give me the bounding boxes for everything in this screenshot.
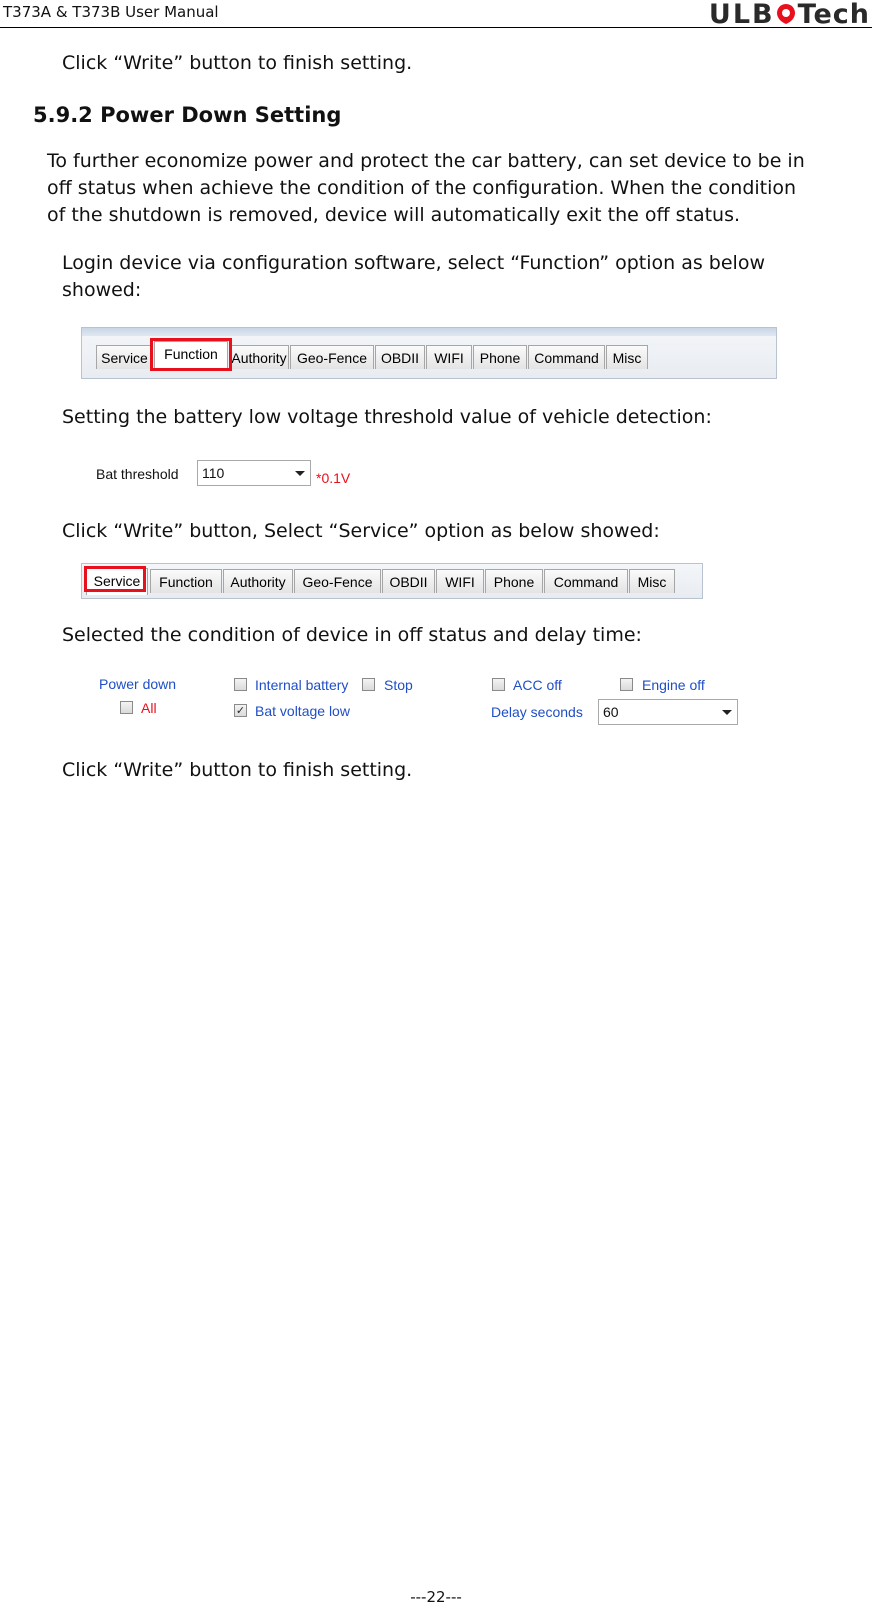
page-number: ---22--- [410,1588,462,1606]
delay-seconds-value: 60 [603,704,619,720]
login-line-1: Login device via configuration software, select “Function” option as below [62,252,765,274]
engine-off-checkbox[interactable] [620,678,633,691]
section-heading: 5.9.2 Power Down Setting [33,103,342,127]
all-label: All [141,700,157,716]
threshold-instruction: Setting the battery low voltage threshold value of vehicle detection: [62,406,712,428]
tab-authority[interactable]: Authority [229,345,289,369]
logo-text-right: Tech [797,0,870,30]
write-instruction-bottom: Click “Write” button to finish setting. [62,759,413,781]
chevron-down-icon [722,710,732,715]
bat-threshold-value: 110 [202,465,225,481]
bat-threshold-unit: *0.1V [316,470,351,486]
acc-off-label: ACC off [513,677,562,693]
delay-seconds-select[interactable] [598,699,738,725]
tab-misc[interactable]: Misc [629,569,675,593]
all-checkbox[interactable] [120,701,133,714]
condition-instruction: Selected the condition of device in off status and delay time: [62,624,642,646]
tabbar-titlestrip [82,328,776,336]
internal-battery-checkbox[interactable] [234,678,247,691]
stop-checkbox[interactable] [362,678,375,691]
tabbar-screenshot-service [81,563,703,599]
bat-voltage-low-label: Bat voltage low [255,703,350,719]
acc-off-checkbox[interactable] [492,678,505,691]
logo-drop-icon [776,3,796,25]
select-service-instruction: Click “Write” button, Select “Service” option as below showed: [62,520,660,542]
write-instruction-top: Click “Write” button to finish setting. [62,52,413,74]
tab-function[interactable]: Function [150,569,222,593]
stop-label: Stop [384,677,413,693]
intro-line-2: off status when achieve the condition of the configuration. When the condition [47,177,797,199]
tab-service[interactable]: Service [86,568,148,595]
service-highlight-box [84,566,146,592]
intro-line-3: of the shutdown is removed, device will automatically exit the off status. [47,204,741,226]
document-title: T373A & T373B User Manual [3,3,219,21]
tab-authority[interactable]: Authority [223,569,293,593]
tab-phone[interactable]: Phone [485,569,543,593]
internal-battery-label: Internal battery [255,677,349,693]
tab-function[interactable]: Function [154,341,228,368]
intro-line-1: To further economize power and protect the car battery, can set device to be in [47,150,805,172]
tab-wifi[interactable]: WIFI [426,345,472,369]
engine-off-label: Engine off [642,677,705,693]
function-highlight-box [150,338,232,371]
tab-phone[interactable]: Phone [473,345,527,369]
login-line-2: showed: [62,279,142,301]
chevron-down-icon [295,471,305,476]
tab-geo-fence[interactable]: Geo-Fence [290,345,374,369]
delay-seconds-label: Delay seconds [491,704,583,720]
company-logo [709,0,870,28]
tab-command[interactable]: Command [528,345,605,369]
tab-obdii[interactable]: OBDII [375,345,425,369]
tab-service[interactable]: Service [96,345,153,369]
tab-geo-fence[interactable]: Geo-Fence [294,569,381,593]
bat-threshold-label: Bat threshold [96,466,179,482]
header-rule [0,27,872,28]
bat-voltage-low-checkbox[interactable]: ✓ [235,704,246,717]
tab-command[interactable]: Command [544,569,628,593]
logo-text-left: ULB [708,0,775,30]
tabbar-screenshot-function [81,327,777,379]
bat-threshold-select[interactable] [197,460,311,486]
power-down-label: Power down [99,676,177,692]
tab-misc[interactable]: Misc [606,345,648,369]
tab-obdii[interactable]: OBDII [382,569,435,593]
tab-wifi[interactable]: WIFI [436,569,484,593]
